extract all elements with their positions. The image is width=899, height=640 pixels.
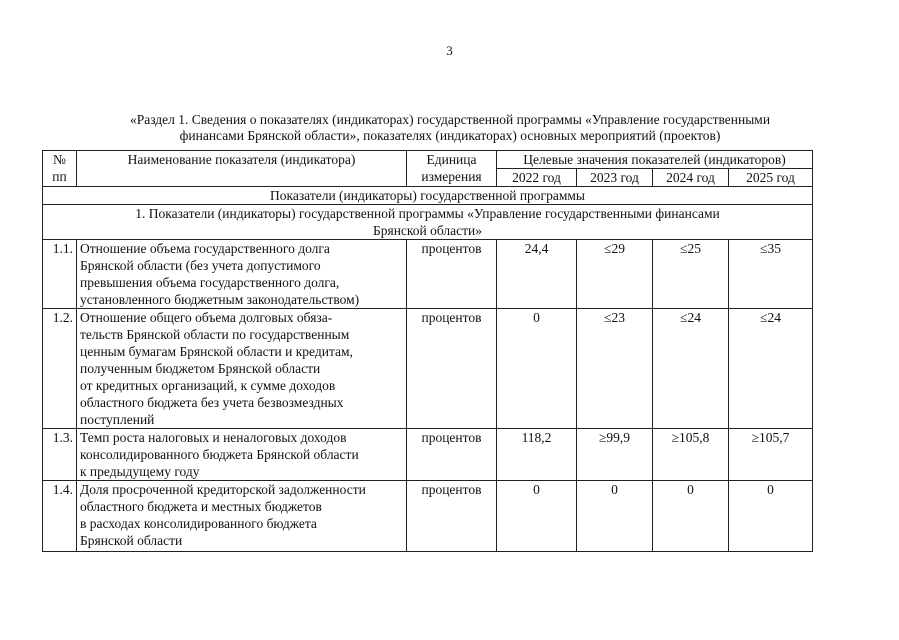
value-2022: 0 xyxy=(497,481,577,552)
value-2025: 0 xyxy=(729,481,813,552)
header-unit-line-1: Единица xyxy=(426,152,477,167)
indicator-name-line: превышения объема государственного долга, xyxy=(80,275,340,290)
indicator-name-line: в расходах консолидированного бюджета xyxy=(80,516,317,531)
value-2025: ≥105,7 xyxy=(729,429,813,481)
subsection-title-line-1: 1. Показатели (индикаторы) государственной программы «Управление государственными финансами xyxy=(135,206,720,221)
section-heading-line-2: финансами Брянской области», показателях (индикаторах) основных мероприятий (проектов) xyxy=(179,128,721,143)
table-row xyxy=(43,429,813,481)
indicator-name xyxy=(77,481,407,552)
table-row xyxy=(43,309,813,429)
row-number: 1.3. xyxy=(43,429,77,481)
indicator-name-line: Темп роста налоговых и неналоговых доходов xyxy=(80,430,347,445)
value-2023: ≥99,9 xyxy=(577,429,653,481)
indicator-name-line: Отношение объема государственного долга xyxy=(80,241,330,256)
value-2024: ≤25 xyxy=(653,240,729,309)
value-2022: 0 xyxy=(497,309,577,429)
indicator-name-line: Брянской области xyxy=(80,533,183,548)
value-2024: ≥105,8 xyxy=(653,429,729,481)
indicator-name-line: ценным бумагам Брянской области и кредитам, xyxy=(80,344,353,359)
indicator-name-line: полученным бюджетом Брянской области xyxy=(80,361,321,376)
page-number: 3 xyxy=(446,43,453,58)
unit-cell: процентов xyxy=(407,481,497,552)
value-2024: 0 xyxy=(653,481,729,552)
header-year-2022: 2022 год xyxy=(497,169,577,187)
unit-cell: процентов xyxy=(407,429,497,481)
header-target-values-cell: Целевые значения показателей (индикаторов) xyxy=(497,151,813,169)
unit-cell: процентов xyxy=(407,240,497,309)
unit-cell: процентов xyxy=(407,309,497,429)
value-2022: 24,4 xyxy=(497,240,577,309)
value-2024: ≤24 xyxy=(653,309,729,429)
indicator-name xyxy=(77,429,407,481)
header-number-cell xyxy=(43,151,77,187)
indicator-name xyxy=(77,240,407,309)
indicator-name xyxy=(77,309,407,429)
indicator-name-line: Отношение общего объема долговых обяза- xyxy=(80,310,333,325)
value-2025: ≤35 xyxy=(729,240,813,309)
indicator-name-line: Доля просроченной кредиторской задолженности xyxy=(80,482,366,497)
section-heading-line-1: «Раздел 1. Сведения о показателях (индикаторах) государственной программы «Управление государственными xyxy=(129,112,771,127)
value-2022: 118,2 xyxy=(497,429,577,481)
value-2023: 0 xyxy=(577,481,653,552)
indicator-name-line: тельств Брянской области по государственным xyxy=(80,327,350,342)
header-year-2023: 2023 год xyxy=(577,169,653,187)
indicator-name-line: областного бюджета без учета безвозмездных xyxy=(80,395,344,410)
indicator-name-line: от кредитных организаций, к сумме доходов xyxy=(80,378,336,393)
table-row xyxy=(43,481,813,552)
indicator-name-line: к предыдущему году xyxy=(80,464,200,479)
row-number: 1.4. xyxy=(43,481,77,552)
value-2025: ≤24 xyxy=(729,309,813,429)
subsection-title-cell xyxy=(43,205,813,240)
header-unit-cell xyxy=(407,151,497,187)
subsection-title-line-2: Брянской области» xyxy=(372,223,483,238)
value-2023: ≤29 xyxy=(577,240,653,309)
section-title-row xyxy=(43,187,813,205)
row-number: 1.2. xyxy=(43,309,77,429)
header-number-line-1: № xyxy=(53,152,66,167)
row-number: 1.1. xyxy=(43,240,77,309)
indicator-name-line: поступлений xyxy=(80,412,155,427)
table-header-row xyxy=(43,151,813,169)
header-unit-line-2: измерения xyxy=(421,169,482,184)
header-year-2024: 2024 год xyxy=(653,169,729,187)
table-row xyxy=(43,240,813,309)
indicator-name-line: установленного бюджетным законодательством) xyxy=(80,292,360,307)
header-name-cell: Наименование показателя (индикатора) xyxy=(77,151,407,187)
value-2023: ≤23 xyxy=(577,309,653,429)
indicator-name-line: консолидированного бюджета Брянской области xyxy=(80,447,359,462)
header-number-line-2: пп xyxy=(52,169,67,184)
section-title-cell: Показатели (индикаторы) государственной программы xyxy=(43,187,813,205)
indicator-name-line: областного бюджета и местных бюджетов xyxy=(80,499,322,514)
section-heading xyxy=(40,112,860,144)
indicators-table xyxy=(42,150,813,552)
indicator-name-line: Брянской области (без учета допустимого xyxy=(80,258,321,273)
header-year-2025: 2025 год xyxy=(729,169,813,187)
subsection-title-row xyxy=(43,205,813,240)
